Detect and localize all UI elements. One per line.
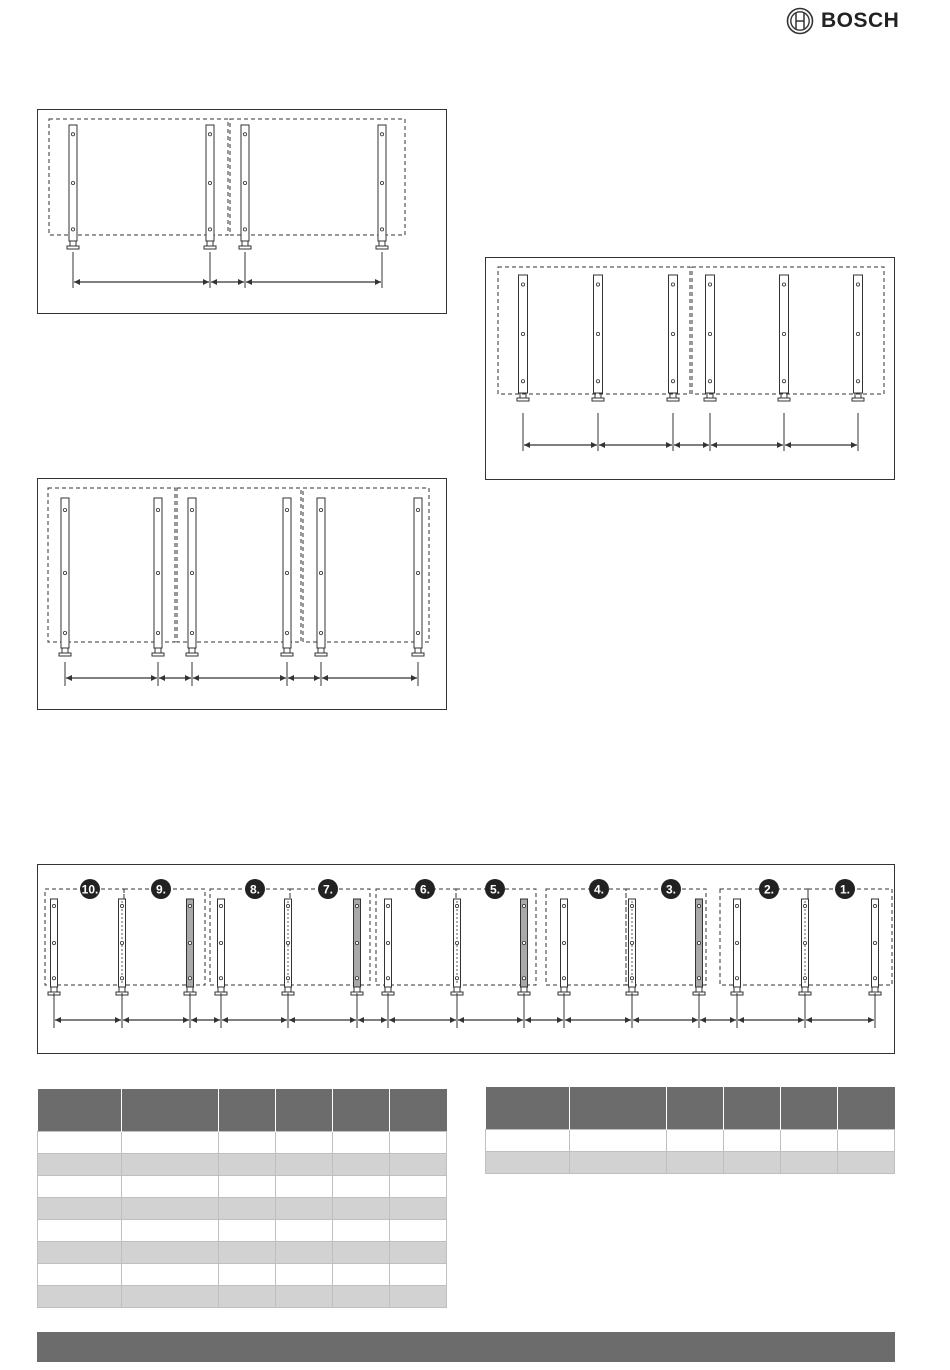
- mounting-rail: [704, 275, 716, 401]
- bolt-hole: [219, 977, 222, 980]
- bolt-hole: [856, 380, 859, 383]
- bolt-hole: [562, 977, 565, 980]
- mounting-rail: [239, 125, 251, 249]
- bolt-hole: [285, 571, 288, 574]
- table-header-cell: [122, 1089, 219, 1132]
- bolt-hole: [188, 977, 191, 980]
- bolt-hole: [856, 283, 859, 286]
- table-row: [38, 1264, 447, 1286]
- figure-three-modules: [37, 478, 447, 710]
- step-marker: [835, 879, 855, 899]
- bolt-hole: [188, 904, 191, 907]
- mounting-rail: [451, 899, 463, 995]
- step-marker: [318, 879, 338, 899]
- dimension-arrow: [674, 442, 709, 448]
- dimension-arrow: [159, 675, 191, 681]
- step-label: 7.: [322, 882, 334, 897]
- dimension-arrow: [289, 1017, 356, 1023]
- bosch-armature-icon: [786, 7, 814, 35]
- table-row: [38, 1286, 447, 1308]
- bolt-hole: [243, 228, 246, 231]
- step-marker: [415, 879, 435, 899]
- step-label: 5.: [489, 882, 501, 897]
- dimension-arrow: [211, 279, 244, 285]
- dimension-arrow: [191, 1017, 220, 1023]
- dimension-arrow: [55, 1017, 121, 1023]
- mounting-rail: [626, 899, 638, 995]
- bolt-hole: [386, 941, 389, 944]
- mounting-rail: [667, 275, 679, 401]
- bolt-hole: [285, 508, 288, 511]
- table-row: [38, 1220, 447, 1242]
- table-header-cell: [276, 1089, 333, 1132]
- bolt-hole: [120, 904, 123, 907]
- bolt-hole: [380, 228, 383, 231]
- bolt-hole: [708, 332, 711, 335]
- table-header-cell: [38, 1089, 122, 1132]
- table-row: [486, 1152, 895, 1174]
- step-label: 8.: [249, 882, 261, 897]
- mounting-rail: [592, 275, 604, 401]
- step-marker: [485, 879, 505, 899]
- bolt-hole: [120, 977, 123, 980]
- bolt-hole: [521, 380, 524, 383]
- bolt-hole: [355, 941, 358, 944]
- mounting-rail: [204, 125, 216, 249]
- bolt-hole: [319, 508, 322, 511]
- bolt-hole: [630, 941, 633, 944]
- bolt-hole: [63, 508, 66, 511]
- table-row: [486, 1130, 895, 1152]
- two-modules-three-rails-diagram: [486, 258, 894, 479]
- mounting-rail: [799, 899, 811, 995]
- bolt-hole: [243, 133, 246, 136]
- bolt-hole: [735, 977, 738, 980]
- bolt-hole: [630, 977, 633, 980]
- step-label: 9.: [155, 882, 167, 897]
- dimension-arrow: [74, 279, 209, 285]
- dimension-arrow: [288, 675, 320, 681]
- bolt-hole: [208, 181, 211, 184]
- bolt-hole: [63, 631, 66, 634]
- bolt-hole: [455, 977, 458, 980]
- figure-mounting-sequence: [37, 864, 895, 1054]
- bolt-hole: [522, 941, 525, 944]
- step-label: 6.: [419, 882, 431, 897]
- bolt-hole: [630, 904, 633, 907]
- bolt-hole: [697, 941, 700, 944]
- mounting-rail: [215, 899, 227, 995]
- table-row: [38, 1242, 447, 1264]
- step-marker: [245, 879, 265, 899]
- bolt-hole: [286, 977, 289, 980]
- bolt-hole: [455, 904, 458, 907]
- table-row: [38, 1176, 447, 1198]
- dimension-arrow: [246, 279, 381, 285]
- bolt-hole: [386, 904, 389, 907]
- bolt-hole: [219, 941, 222, 944]
- bolt-hole: [803, 941, 806, 944]
- bolt-hole: [782, 380, 785, 383]
- step-label: 2.: [763, 882, 775, 897]
- mounting-rail: [693, 899, 705, 995]
- table-header-row: [38, 1089, 447, 1132]
- table-header-row: [486, 1087, 895, 1130]
- dimension-arrow: [599, 442, 672, 448]
- mounting-rail: [67, 125, 79, 249]
- bolt-hole: [416, 571, 419, 574]
- bolt-hole: [416, 508, 419, 511]
- dimension-arrow: [193, 675, 286, 681]
- bolt-hole: [596, 332, 599, 335]
- bolt-hole: [782, 283, 785, 286]
- mounting-rail: [116, 899, 128, 995]
- mounting-rail: [59, 498, 71, 656]
- dimension-arrow: [123, 1017, 189, 1023]
- bolt-hole: [803, 904, 806, 907]
- bolt-hole: [596, 380, 599, 383]
- mounting-rail: [412, 498, 424, 656]
- bolt-hole: [562, 904, 565, 907]
- bolt-hole: [319, 631, 322, 634]
- dimension-arrow: [711, 442, 783, 448]
- brand-logo: [786, 6, 899, 36]
- module-outline: [626, 889, 706, 985]
- bolt-hole: [355, 904, 358, 907]
- table-header-cell: [486, 1087, 570, 1130]
- three-modules-diagram: [38, 479, 446, 709]
- bolt-hole: [190, 508, 193, 511]
- step-marker: [759, 879, 779, 899]
- mounting-rail: [731, 899, 743, 995]
- bolt-hole: [873, 977, 876, 980]
- mounting-rail: [558, 899, 570, 995]
- bolt-hole: [286, 941, 289, 944]
- table-row: [38, 1132, 447, 1154]
- table-header-cell: [219, 1089, 276, 1132]
- bolt-hole: [380, 133, 383, 136]
- bolt-hole: [286, 904, 289, 907]
- mounting-rail: [315, 498, 327, 656]
- bolt-hole: [355, 977, 358, 980]
- mounting-rail: [778, 275, 790, 401]
- dimension-arrow: [358, 1017, 387, 1023]
- table-header-cell: [838, 1087, 895, 1130]
- bolt-hole: [671, 283, 674, 286]
- bolt-hole: [521, 332, 524, 335]
- bolt-hole: [219, 904, 222, 907]
- bolt-hole: [522, 904, 525, 907]
- bolt-hole: [208, 133, 211, 136]
- bolt-hole: [856, 332, 859, 335]
- figure-two-modules-three-rails: [485, 257, 895, 480]
- mounting-rail: [282, 899, 294, 995]
- bolt-hole: [208, 228, 211, 231]
- bolt-hole: [380, 181, 383, 184]
- module-outline: [546, 889, 626, 985]
- figure-two-modules: [37, 109, 447, 314]
- bolt-hole: [697, 977, 700, 980]
- bolt-hole: [455, 941, 458, 944]
- dimension-arrow: [785, 442, 857, 448]
- step-label: 4.: [593, 882, 605, 897]
- step-marker: [151, 879, 171, 899]
- bolt-hole: [873, 904, 876, 907]
- mounting-rail: [152, 498, 164, 656]
- table-header-cell: [390, 1089, 447, 1132]
- bolt-hole: [156, 508, 159, 511]
- step-marker: [589, 879, 609, 899]
- bolt-hole: [416, 631, 419, 634]
- dimension-arrow: [738, 1017, 804, 1023]
- bolt-hole: [285, 631, 288, 634]
- bolt-hole: [188, 941, 191, 944]
- mounting-rail: [48, 899, 60, 995]
- table-row: [38, 1154, 447, 1176]
- dimension-arrow: [806, 1017, 874, 1023]
- mounting-rail: [281, 498, 293, 656]
- bolt-hole: [522, 977, 525, 980]
- mounting-rail: [869, 899, 881, 995]
- step-label: 3.: [665, 882, 677, 897]
- dimension-arrow: [222, 1017, 287, 1023]
- bolt-hole: [156, 571, 159, 574]
- step-marker: [661, 879, 681, 899]
- bolt-hole: [708, 283, 711, 286]
- mounting-rail: [517, 275, 529, 401]
- dimension-arrow: [66, 675, 157, 681]
- dimension-arrow: [524, 442, 597, 448]
- bolt-hole: [319, 571, 322, 574]
- mounting-rail: [518, 899, 530, 995]
- bolt-hole: [671, 332, 674, 335]
- mounting-rail: [376, 125, 388, 249]
- bolt-hole: [671, 380, 674, 383]
- bolt-hole: [52, 977, 55, 980]
- mounting-rail: [184, 899, 196, 995]
- bolt-hole: [562, 941, 565, 944]
- mounting-rail: [186, 498, 198, 656]
- table-row: [38, 1198, 447, 1220]
- table-header-cell: [570, 1087, 667, 1130]
- bolt-hole: [71, 228, 74, 231]
- dimension-arrow: [389, 1017, 456, 1023]
- two-modules-diagram: [38, 110, 446, 313]
- bolt-hole: [596, 283, 599, 286]
- bolt-hole: [71, 133, 74, 136]
- bolt-hole: [873, 941, 876, 944]
- dimension-arrow: [322, 675, 417, 681]
- bolt-hole: [71, 181, 74, 184]
- mounting-rail: [382, 899, 394, 995]
- bolt-hole: [697, 904, 700, 907]
- dimension-arrow: [525, 1017, 563, 1023]
- step-label: 10.: [81, 882, 99, 897]
- bolt-hole: [708, 380, 711, 383]
- spec-table-left: [37, 1089, 447, 1308]
- table-header-cell: [333, 1089, 390, 1132]
- bolt-hole: [190, 631, 193, 634]
- table-header-cell: [781, 1087, 838, 1130]
- bolt-hole: [735, 941, 738, 944]
- bolt-hole: [156, 631, 159, 634]
- bolt-hole: [190, 571, 193, 574]
- bolt-hole: [243, 181, 246, 184]
- bolt-hole: [52, 941, 55, 944]
- table-header-cell: [724, 1087, 781, 1130]
- step-label: 1.: [839, 882, 851, 897]
- brand-name: BOSCH: [821, 9, 900, 32]
- bolt-hole: [803, 977, 806, 980]
- table-header-cell: [667, 1087, 724, 1130]
- mounting-sequence-diagram: [38, 865, 894, 1053]
- mounting-rail: [852, 275, 864, 401]
- bolt-hole: [782, 332, 785, 335]
- footer-bar: [37, 1332, 895, 1362]
- spec-table-right: [485, 1087, 895, 1174]
- bolt-hole: [521, 283, 524, 286]
- dimension-arrow: [700, 1017, 736, 1023]
- module-outline: [808, 889, 892, 985]
- bolt-hole: [120, 941, 123, 944]
- dimension-arrow: [458, 1017, 523, 1023]
- dimension-arrow: [565, 1017, 631, 1023]
- bolt-hole: [52, 904, 55, 907]
- step-marker: [80, 879, 100, 899]
- bolt-hole: [386, 977, 389, 980]
- bolt-hole: [735, 904, 738, 907]
- bolt-hole: [63, 571, 66, 574]
- mounting-rail: [351, 899, 363, 995]
- dimension-arrow: [633, 1017, 698, 1023]
